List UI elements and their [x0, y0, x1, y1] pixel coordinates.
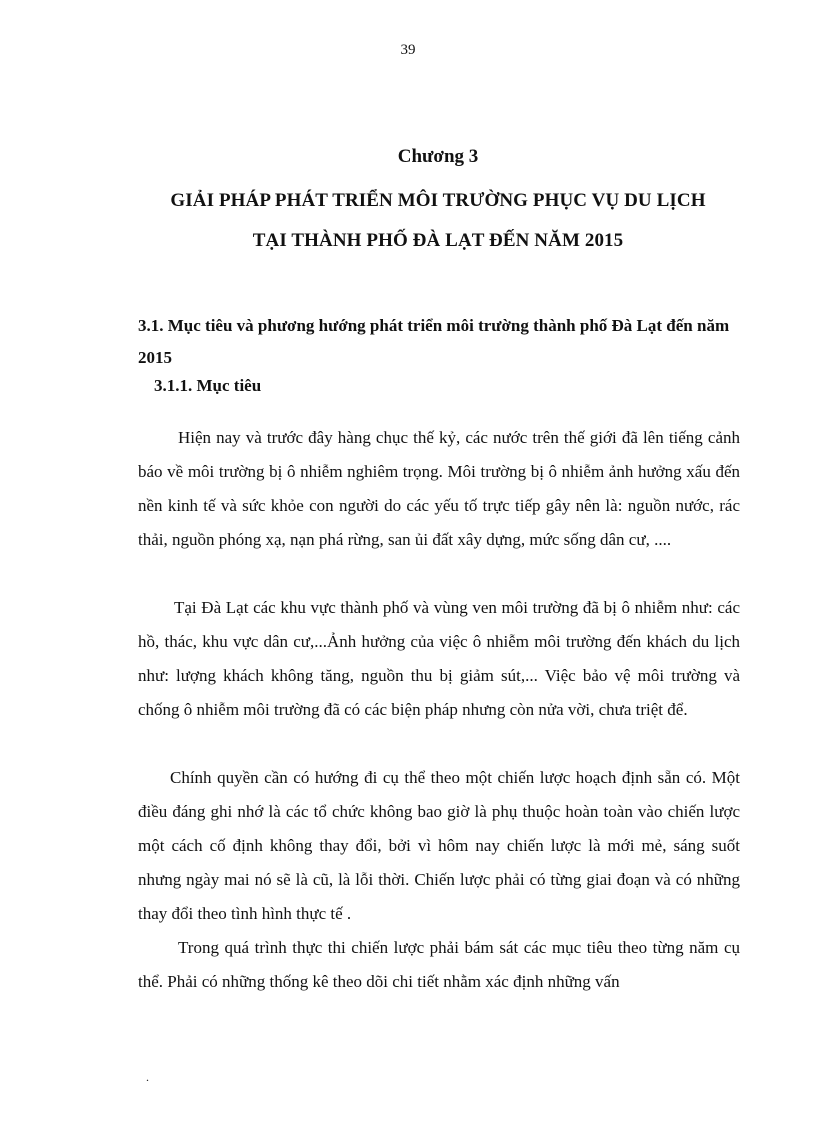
chapter-label: Chương 3 [397, 146, 479, 167]
chapter-title-line-1: GIẢI PHÁP PHÁT TRIỂN MÔI TRƯỜNG PHỤC VỤ DU LỊCH [170, 190, 706, 211]
section-heading: 3.1. Mục tiêu và phương hướng phát triển môi trường thành phố Đà Lạt đến năm 2015 [138, 316, 730, 367]
paragraph: Tại Đà Lạt các khu vực thành phố và vùng ven môi trường đã bị ô nhiễm như: các hồ, thác, khu vực dân cư,...Ảnh hưởng của việc ô nhiễm môi trường đến khách du lịch như: lượng khách không tăng, nguồn thu bị giảm sút,... Việc bảo vệ môi trường và chống ô nhiễm môi trường đã có các biện pháp nhưng còn nửa vời, chưa triệt để. [138, 598, 740, 719]
chapter-title-line-2: TẠI THÀNH PHỐ ĐÀ LẠT ĐẾN NĂM 2015 [252, 230, 624, 251]
paragraph: Trong quá trình thực thi chiến lược phải bám sát các mục tiêu theo từng năm cụ thể. Phải có những thống kê theo dõi chi tiết nhằm xác định những vấn [138, 938, 740, 991]
subsection-heading: 3.1.1. Mục tiêu [154, 376, 262, 395]
paragraph: Hiện nay và trước đây hàng chục thế kỷ, các nước trên thế giới đã lên tiếng cảnh báo về môi trường bị ô nhiễm nghiêm trọng. Môi trường bị ô nhiễm ảnh hưởng xấu đến nền kinh tế và sức khỏe con người do các yếu tố trực tiếp gây nên là: nguồn nước, rác thải, nguồn phóng xạ, nạn phá rừng, san ủi đất xây dựng, mức sống dân cư, .... [138, 428, 740, 549]
footer-mark: . [146, 1070, 149, 1084]
paragraph: Chính quyền cần có hướng đi cụ thể theo một chiến lược hoạch định sẵn có. Một điều đáng ghi nhớ là các tổ chức không bao giờ là phụ thuộc hoàn toàn vào chiến lược một cách cố định không thay đổi, bởi vì hôm nay chiến lược là mới mẻ, sáng suốt nhưng ngày mai nó sẽ là cũ, là lỗi thời. Chiến lược phải có từng giai đoạn và có những thay đổi theo tình hình thực tế . [138, 768, 740, 923]
page-number: 39 [400, 42, 416, 58]
